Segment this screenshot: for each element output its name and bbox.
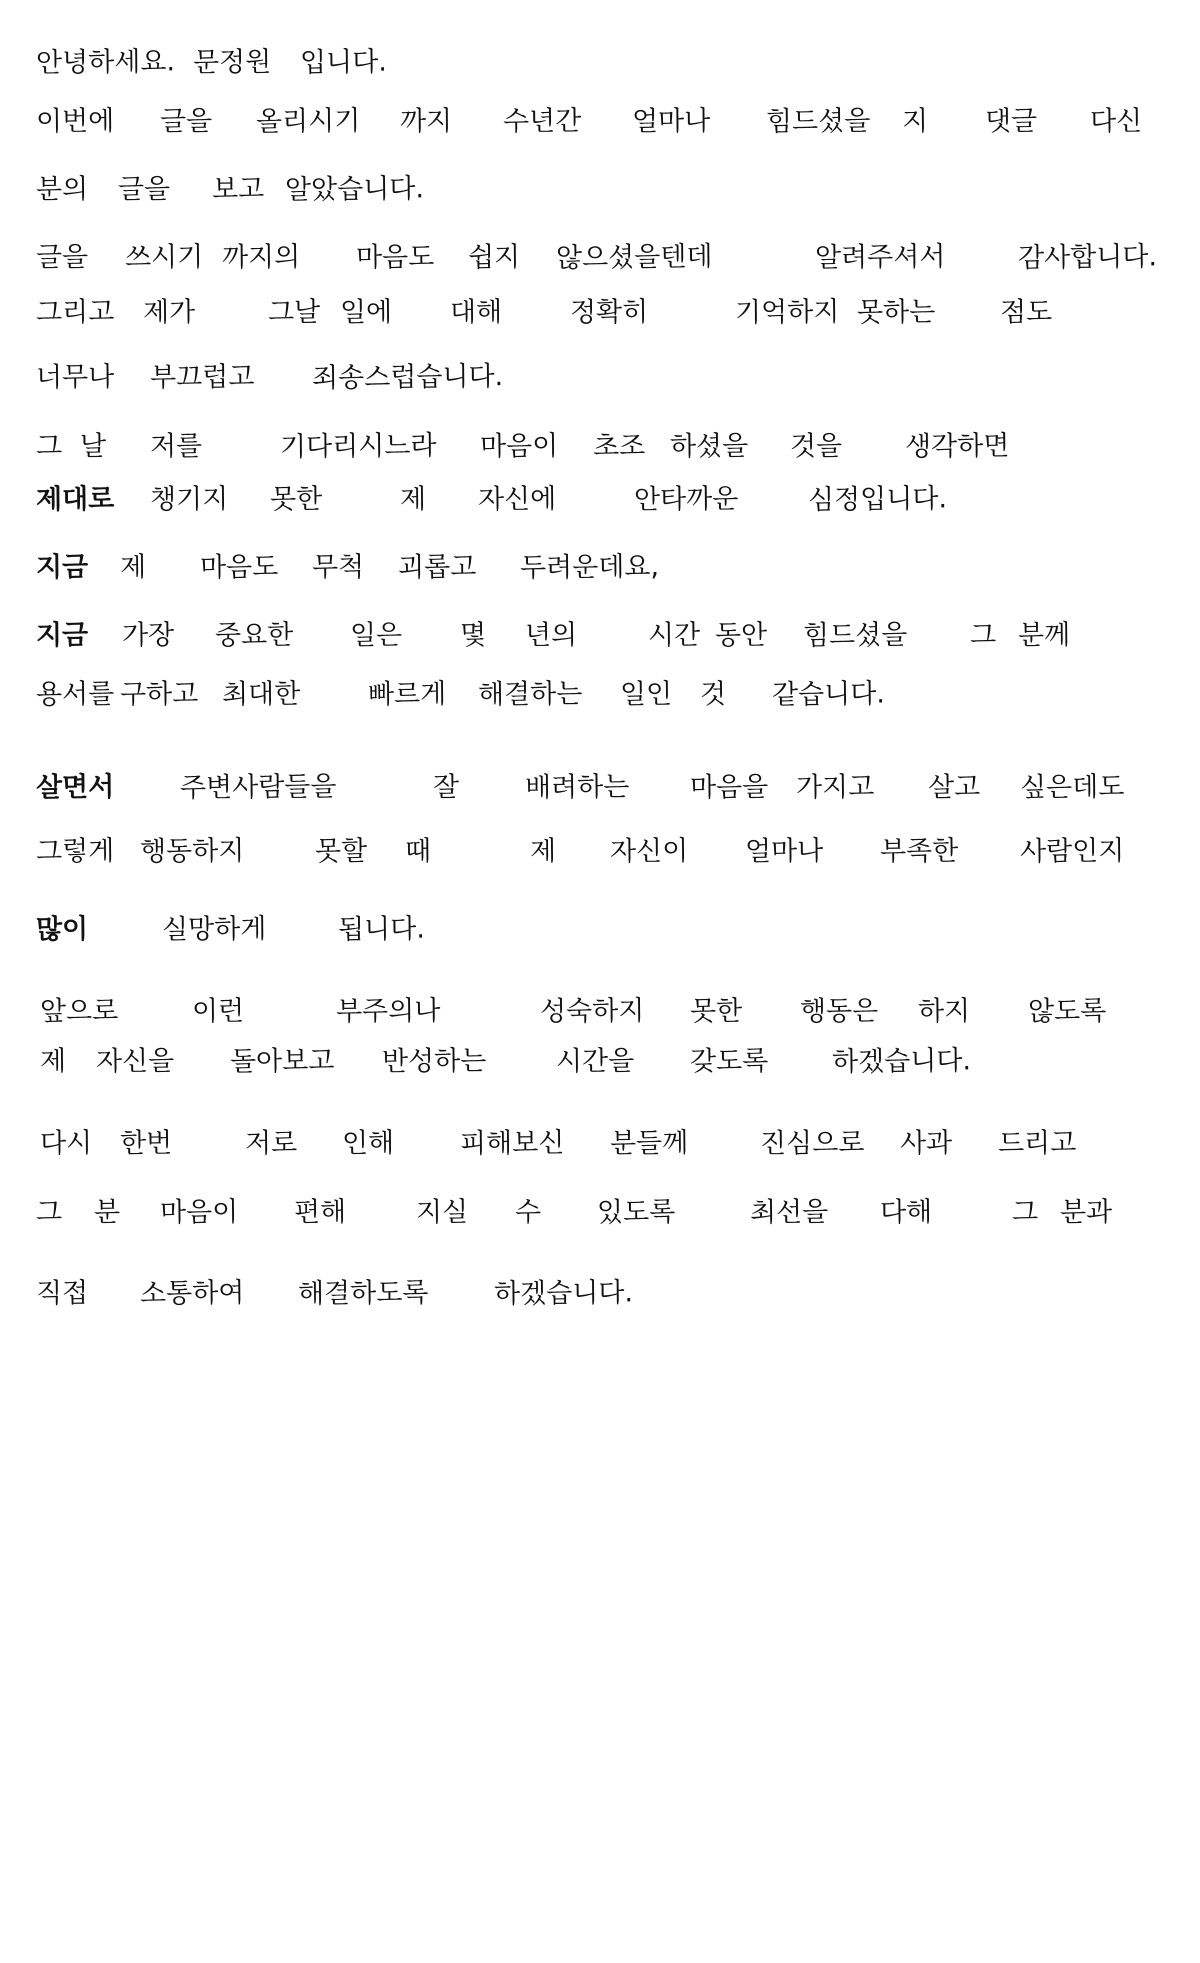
- letter-word: 그: [1011, 1196, 1039, 1229]
- letter-word: 이번에: [35, 105, 115, 138]
- letter-word: 두려운데요,: [519, 551, 660, 584]
- letter-word: 지금: [35, 551, 89, 584]
- letter-word: 글을: [35, 241, 89, 274]
- letter-word: 다시: [39, 1127, 93, 1160]
- letter-word: 무척: [311, 551, 365, 584]
- letter-word: 가장: [121, 619, 175, 652]
- letter-word: 감사합니다.: [1017, 241, 1158, 274]
- letter-line: [0, 228, 1200, 288]
- letter-word: 돌아보고: [229, 1045, 335, 1078]
- letter-word: 올리시기: [255, 105, 361, 138]
- letter-word: 제가: [142, 296, 196, 329]
- letter-word: 해결하는: [477, 678, 583, 711]
- letter-word: 자신에: [477, 483, 557, 516]
- letter-word: 제: [529, 835, 557, 868]
- letter-word: 시간: [647, 619, 701, 652]
- letter-word: 것: [699, 678, 727, 711]
- letter-word: 분의: [35, 173, 89, 206]
- letter-word: 소통하여: [139, 1277, 245, 1310]
- letter-word: 글을: [159, 105, 213, 138]
- letter-word: 못한: [269, 483, 323, 516]
- letter-word: 그리고: [35, 296, 115, 329]
- letter-word: 못한: [689, 995, 743, 1028]
- letter-word: 중요한: [214, 619, 294, 652]
- letter-word: 인해: [341, 1127, 395, 1160]
- letter-word: 점도: [999, 296, 1053, 329]
- letter-word: 일은: [349, 619, 403, 652]
- letter-word: 구하고: [119, 678, 199, 711]
- letter-word: 쓰시기: [124, 241, 204, 274]
- letter-word: 최선을: [749, 1196, 829, 1229]
- letter-word: 얼마나: [744, 835, 824, 868]
- letter-word: 날: [79, 430, 107, 463]
- letter-word: 사과: [899, 1127, 953, 1160]
- letter-word: 일인: [619, 678, 673, 711]
- letter-word: 제대로: [35, 483, 115, 516]
- letter-word: 그날: [267, 296, 321, 329]
- letter-word: 알았습니다.: [284, 173, 425, 206]
- letter-line: [0, 606, 1200, 666]
- letter-word: 그: [969, 619, 997, 652]
- letter-word: 분과: [1059, 1196, 1113, 1229]
- letter-word: 힘드셨을: [765, 105, 871, 138]
- letter-word: 초조: [592, 430, 646, 463]
- letter-word: 같습니다.: [771, 678, 886, 711]
- letter-word: 못하는: [856, 296, 936, 329]
- letter-word: 안타까운: [633, 483, 739, 516]
- letter-word: 분께: [1017, 619, 1071, 652]
- letter-word: 사람인지: [1019, 835, 1125, 868]
- letter-line: [0, 160, 1200, 220]
- letter-word: 있도록: [596, 1196, 676, 1229]
- letter-line: [0, 665, 1200, 725]
- letter-word: 분: [93, 1196, 121, 1229]
- letter-word: 때: [404, 835, 432, 868]
- letter-word: 마음도: [199, 551, 279, 584]
- letter-word: 자신이: [609, 835, 689, 868]
- letter-word: 진심으로: [759, 1127, 865, 1160]
- letter-word: 마음이: [159, 1196, 239, 1229]
- letter-word: 자신을: [95, 1045, 175, 1078]
- letter-word: 하지: [917, 995, 971, 1028]
- letter-word: 살면서: [35, 771, 115, 804]
- letter-word: 챙기지: [149, 483, 229, 516]
- letter-word: 분들께: [609, 1127, 689, 1160]
- letter-word: 가지고: [795, 771, 875, 804]
- letter-word: 그: [35, 430, 63, 463]
- letter-word: 그렇게: [35, 835, 115, 868]
- letter-word: 얼마나: [631, 105, 711, 138]
- letter-line: [0, 1114, 1200, 1174]
- letter-word: 이런: [191, 995, 245, 1028]
- letter-word: 살고: [927, 771, 981, 804]
- letter-word: 싶은데도: [1019, 771, 1125, 804]
- letter-word: 입니다.: [299, 46, 387, 79]
- letter-word: 글을: [117, 173, 171, 206]
- letter-word: 일에: [339, 296, 393, 329]
- letter-word: 피해보신: [459, 1127, 565, 1160]
- letter-word: 제: [119, 551, 147, 584]
- letter-word: 그: [35, 1196, 63, 1229]
- letter-word: 부끄럽고: [149, 361, 255, 394]
- letter-word: 행동은: [799, 995, 879, 1028]
- letter-word: 행동하지: [139, 835, 245, 868]
- letter-word: 성숙하지: [539, 995, 645, 1028]
- letter-word: 저를: [149, 430, 203, 463]
- letter-word: 수년간: [502, 105, 582, 138]
- letter-word: 직접: [35, 1277, 89, 1310]
- letter-word: 배려하는: [524, 771, 630, 804]
- letter-line: [0, 1264, 1200, 1324]
- letter-word: 것을: [789, 430, 843, 463]
- letter-word: 최대한: [221, 678, 301, 711]
- letter-word: 다신: [1089, 105, 1143, 138]
- letter-word: 않도록: [1027, 995, 1107, 1028]
- letter-word: 앞으로: [39, 995, 119, 1028]
- letter-word: 마음이: [479, 430, 559, 463]
- letter-word: 기억하지: [734, 296, 840, 329]
- letter-word: 보고: [211, 173, 265, 206]
- letter-word: 하겠습니다.: [493, 1277, 634, 1310]
- letter-word: 갖도록: [689, 1045, 769, 1078]
- letter-word: 까지의: [221, 241, 301, 274]
- letter-word: 동안: [714, 619, 768, 652]
- letter-word: 심정입니다.: [807, 483, 948, 516]
- letter-word: 기다리시느라: [279, 430, 437, 463]
- letter-word: 문정원: [192, 46, 272, 79]
- letter-word: 용서를: [35, 678, 115, 711]
- letter-word: 잘: [432, 771, 460, 804]
- letter-word: 시간을: [555, 1045, 635, 1078]
- letter-line: [0, 758, 1200, 818]
- letter-word: 지실: [415, 1196, 469, 1229]
- letter-line: [0, 92, 1200, 152]
- letter-line: [0, 33, 1200, 93]
- letter-line: [0, 283, 1200, 343]
- letter-word: 못할: [314, 835, 368, 868]
- letter-word: 죄송스럽습니다.: [311, 361, 504, 395]
- letter-word: 저로: [244, 1127, 298, 1160]
- letter-word: 빠르게: [367, 678, 447, 711]
- letter-word: 생각하면: [904, 430, 1010, 463]
- letter-word: 수: [514, 1196, 542, 1229]
- letter-word: 하겠습니다.: [831, 1045, 972, 1078]
- letter-word: 지: [901, 105, 929, 138]
- letter-line: [0, 1032, 1200, 1092]
- letter-word: 쉽지: [467, 241, 521, 274]
- letter-word: 않으셨을텐데: [555, 241, 713, 274]
- letter-word: 됩니다.: [337, 913, 425, 946]
- letter-word: 제: [399, 483, 427, 516]
- letter-word: 년의: [524, 619, 578, 652]
- letter-word: 드리고: [997, 1127, 1077, 1160]
- letter-line: [0, 417, 1200, 477]
- letter-word: 안녕하세요.: [35, 46, 176, 79]
- letter-word: 다해: [879, 1196, 933, 1229]
- letter-word: 대해: [449, 296, 503, 329]
- letter-line: [0, 348, 1200, 408]
- letter-word: 힘드셨을: [802, 619, 908, 652]
- letter-word: 하셨을: [669, 430, 749, 463]
- letter-word: 부족한: [879, 835, 959, 868]
- letter-word: 마음도: [355, 241, 435, 274]
- letter-word: 많이: [35, 913, 89, 946]
- letter-word: 주변사람들을: [179, 771, 337, 804]
- letter-line: [0, 538, 1200, 598]
- letter-word: 몇: [459, 619, 487, 652]
- letter-word: 정확히: [569, 296, 649, 329]
- letter-word: 부주의나: [335, 995, 441, 1028]
- letter-word: 한번: [119, 1127, 173, 1160]
- letter-word: 까지: [399, 105, 453, 138]
- letter-word: 마음을: [689, 771, 769, 804]
- letter-word: 편해: [293, 1196, 347, 1229]
- letter-word: 제: [39, 1045, 67, 1078]
- letter-word: 실망하게: [161, 913, 267, 946]
- letter-line: [0, 1183, 1200, 1243]
- letter-line: [0, 900, 1200, 960]
- letter-word: 알려주셔서: [814, 241, 946, 274]
- letter-line: [0, 470, 1200, 530]
- letter-word: 괴롭고: [397, 551, 477, 584]
- letter-line: [0, 822, 1200, 882]
- letter-word: 너무나: [35, 361, 115, 394]
- letter-word: 해결하도록: [297, 1277, 429, 1310]
- letter-word: 댓글: [984, 105, 1038, 138]
- letter-word: 반성하는: [381, 1045, 487, 1078]
- letter-word: 지금: [35, 619, 89, 652]
